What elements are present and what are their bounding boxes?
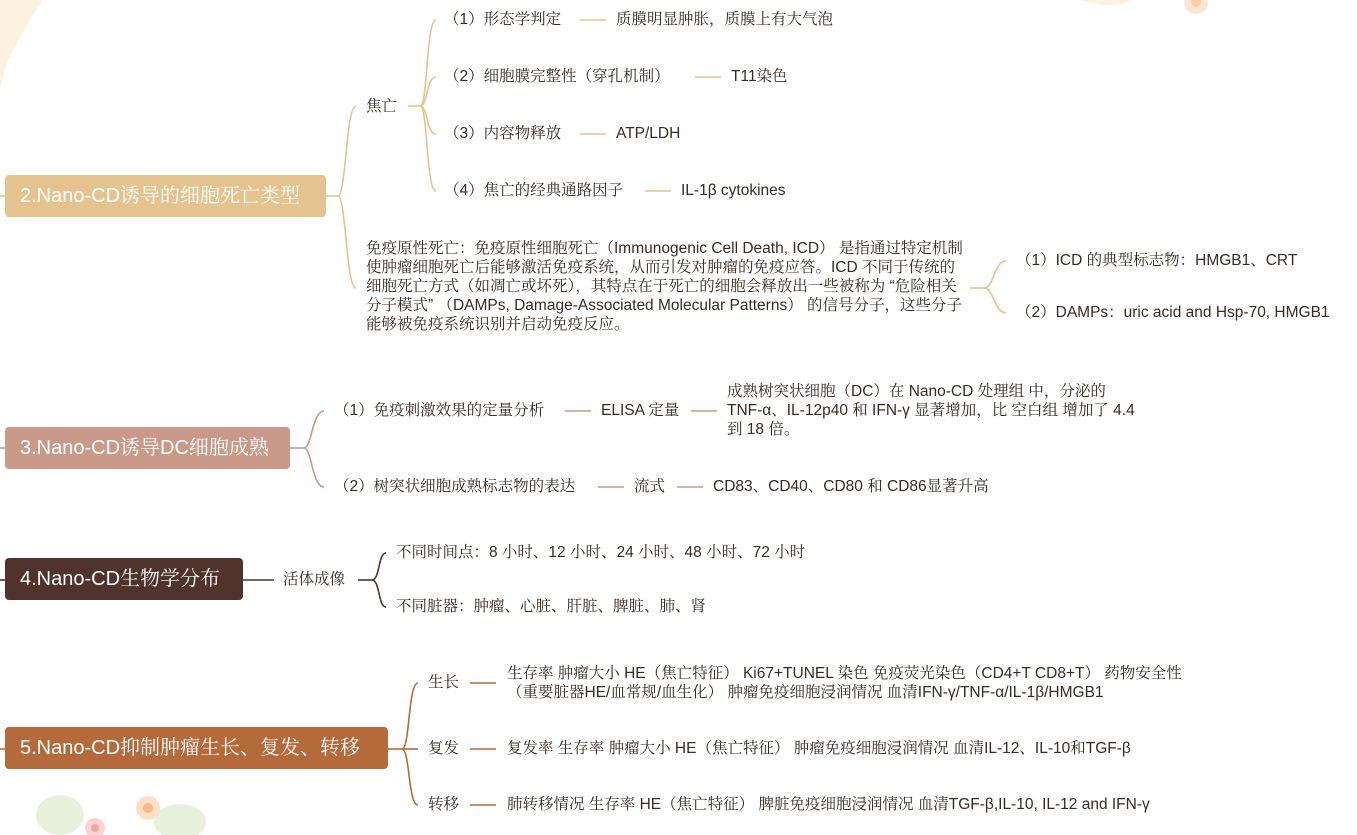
dc-item-1-result[interactable]: 成熟树突状细胞（DC）在 Nano-CD 处理组 中，分泌的 TNF-α、IL-12p40 和 IFN-γ 显著增加，比 空白组 增加了 4.4 到 18 倍。 — [727, 383, 1135, 438]
pyroptosis-item-4[interactable]: （4）焦亡的经典通路因子 — [444, 182, 624, 199]
icd-item-1[interactable]: （1）ICD 的典型标志物：HMGB1、CRT — [1016, 252, 1298, 269]
recurrence-node[interactable]: 复发 — [428, 740, 460, 757]
growth-node[interactable]: 生长 — [428, 674, 460, 691]
branch-2-node[interactable]: 2.Nano-CD诱导的细胞死亡类型 — [5, 175, 326, 217]
pyroptosis-item-4-detail[interactable]: IL-1β cytokines — [681, 182, 786, 199]
metastasis-detail[interactable]: 肺转移情况 生存率 HE（焦亡特征） 脾脏免疫细胞浸润情况 血清TGF-β,IL-10, IL-12 and IFN-γ — [507, 796, 1150, 813]
distribution-item-2[interactable]: 不同脏器：肿瘤、心脏、肝脏、脾脏、肺、肾 — [396, 598, 707, 615]
distribution-item-1[interactable]: 不同时间点：8 小时、12 小时、24 小时、48 小时、72 小时 — [396, 544, 806, 561]
pyroptosis-item-1[interactable]: （1）形态学判定 — [444, 11, 562, 28]
in-vivo-imaging-node[interactable]: 活体成像 — [283, 571, 346, 588]
growth-detail[interactable]: 生存率 肿瘤大小 HE（焦亡特征） Ki67+TUNEL 染色 免疫荧光染色（CD4+T CD8+T） 药物安全性（重要脏器HE/血常规/血生化） 肿瘤免疫细胞浸润情况 血清IFN-γ/TNF-α/IL-1β/HMGB1 — [507, 665, 1182, 701]
branch-4-node[interactable]: 4.Nano-CD生物学分布 — [5, 558, 243, 600]
branch-5-node[interactable]: 5.Nano-CD抑制肿瘤生长、复发、转移 — [5, 727, 388, 769]
icd-node[interactable]: 免疫原性死亡：免疫原性细胞死亡（Immunogenic Cell Death, ICD） 是指通过特定机制使肿瘤细胞死亡后能够激活免疫系统，从而引发对肿瘤的免疫应答。ICD 不同于传统的细胞死亡方式（如凋亡或坏死），其特点在于死亡的细胞会释放出一些被称为 “危险相关分子模式” （DAMPs, Damage-Associated Molecular Patterns） 的信号分子，这些分子能够被免疫系统识别并启动免疫反应。 — [366, 240, 963, 333]
dc-item-2[interactable]: （2）树突状细胞成熟标志物的表达 — [334, 478, 576, 495]
pyroptosis-item-1-detail[interactable]: 质膜明显肿胀，质膜上有大气泡 — [616, 11, 834, 28]
pyroptosis-item-3[interactable]: （3）内容物释放 — [444, 125, 562, 142]
dc-item-2-result[interactable]: CD83、CD40、CD80 和 CD86显著升高 — [713, 478, 989, 495]
icd-item-2[interactable]: （2）DAMPs：uric acid and Hsp-70, HMGB1 — [1016, 304, 1330, 321]
pyroptosis-node[interactable]: 焦亡 — [366, 98, 398, 115]
dc-item-1-method[interactable]: ELISA 定量 — [601, 402, 680, 419]
pyroptosis-item-3-detail[interactable]: ATP/LDH — [616, 125, 681, 142]
branch-3-node[interactable]: 3.Nano-CD诱导DC细胞成熟 — [5, 427, 290, 469]
recurrence-detail[interactable]: 复发率 生存率 肿瘤大小 HE（焦亡特征） 肿瘤免疫细胞浸润情况 血清IL-12、IL-10和TGF-β — [507, 740, 1131, 757]
dc-item-2-method[interactable]: 流式 — [634, 478, 666, 495]
pyroptosis-item-2[interactable]: （2）细胞膜完整性（穿孔机制） — [444, 68, 670, 85]
metastasis-node[interactable]: 转移 — [428, 796, 460, 813]
dc-item-1[interactable]: （1）免疫刺激效果的定量分析 — [334, 402, 545, 419]
pyroptosis-item-2-detail[interactable]: T11染色 — [731, 68, 788, 85]
